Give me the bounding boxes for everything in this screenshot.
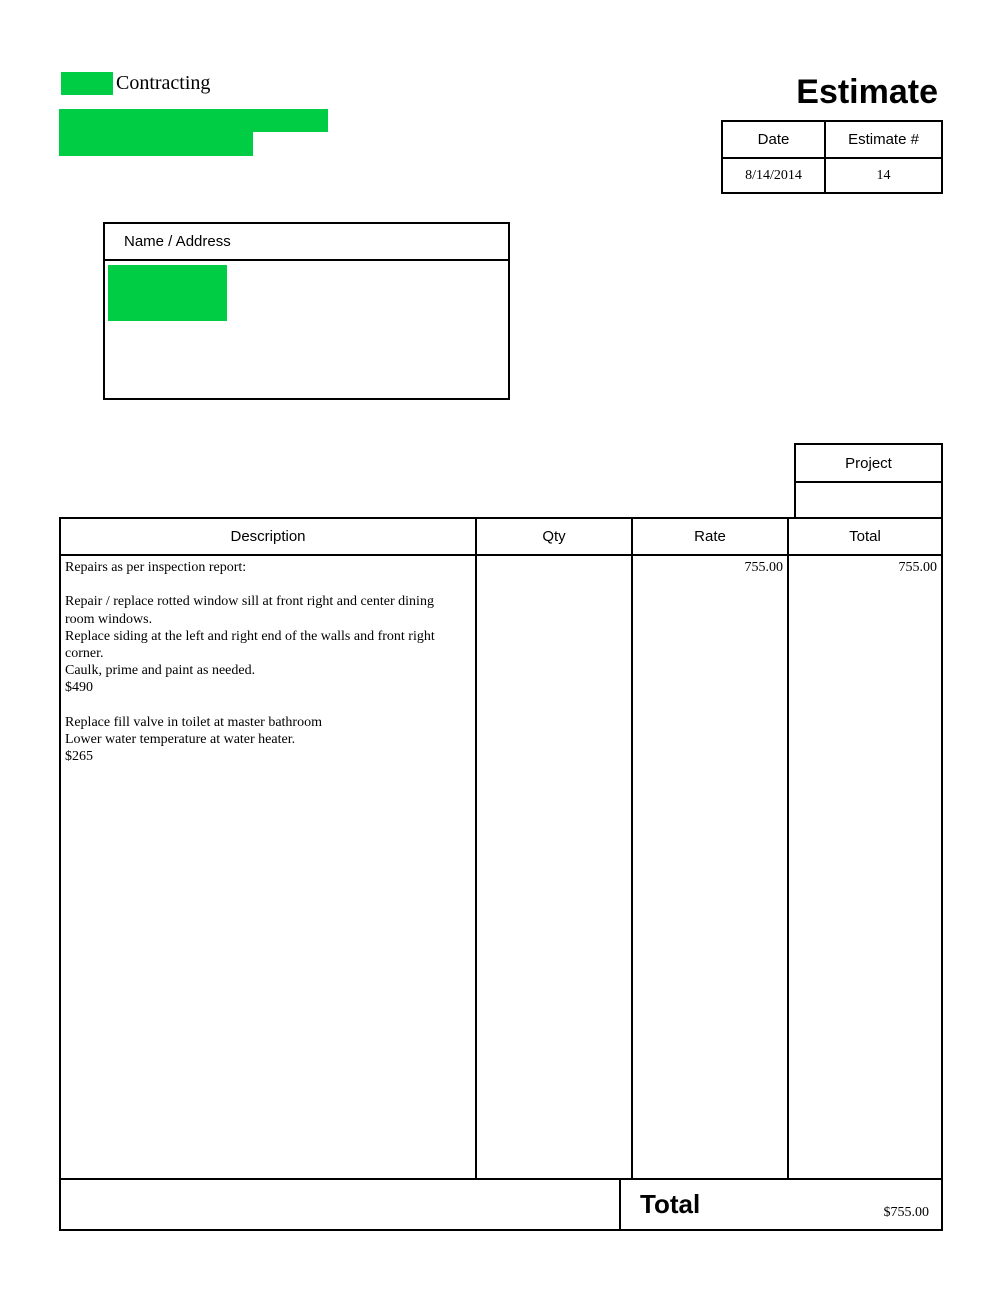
company-name: Contracting (116, 72, 211, 94)
column-divider-total (787, 519, 789, 1178)
description-line: Lower water temperature at water heater. (65, 732, 296, 747)
info-table (721, 120, 943, 194)
description-line: Replace fill valve in toilet at master bathroom (65, 714, 322, 730)
column-header-rate: Rate (694, 528, 726, 545)
totals-divider (619, 1180, 621, 1229)
column-header-qty: Qty (542, 528, 566, 545)
totals-footer (59, 1178, 943, 1231)
document-title: Estimate (796, 73, 938, 111)
bill-to-header: Name / Address (124, 233, 231, 250)
line-item-total: 755.00 (898, 560, 937, 575)
description-line: corner. (65, 646, 104, 661)
description-line: Repairs as per inspection report: (65, 560, 247, 575)
estimate-number-header: Estimate # (848, 131, 919, 148)
bill-to-divider (105, 259, 508, 261)
line-item-description (65, 559, 471, 765)
description-line (65, 576, 471, 593)
project-box (794, 443, 943, 519)
redacted-logo-block (61, 72, 113, 95)
line-items-header-divider (61, 554, 941, 556)
total-amount: $755.00 (883, 1205, 929, 1220)
column-divider-rate (631, 519, 633, 1178)
description-line: $265 (65, 749, 93, 765)
description-line: Caulk, prime and paint as needed. (65, 663, 256, 679)
redacted-address-line-1 (59, 109, 328, 132)
date-value: 8/14/2014 (745, 167, 802, 183)
total-label: Total (640, 1189, 701, 1219)
project-header: Project (845, 454, 892, 472)
description-line: Replace siding at the left and right end of the walls and front right (65, 628, 435, 644)
line-item-rate: 755.00 (744, 560, 783, 575)
redacted-customer-address (108, 265, 227, 321)
description-line: room windows. (65, 611, 153, 627)
redacted-address-line-2 (59, 132, 253, 156)
description-line: $490 (65, 680, 93, 696)
column-header-description: Description (230, 528, 306, 545)
estimate-number-value: 14 (876, 167, 891, 183)
description-line (65, 697, 471, 714)
date-header: Date (757, 131, 790, 148)
column-header-total: Total (849, 528, 881, 545)
bill-to-box (103, 222, 510, 400)
project-value (796, 483, 941, 517)
column-divider-qty (475, 519, 477, 1178)
description-line: Repair / replace rotted window sill at front right and center dining (65, 594, 434, 610)
line-items-table (59, 517, 943, 1180)
